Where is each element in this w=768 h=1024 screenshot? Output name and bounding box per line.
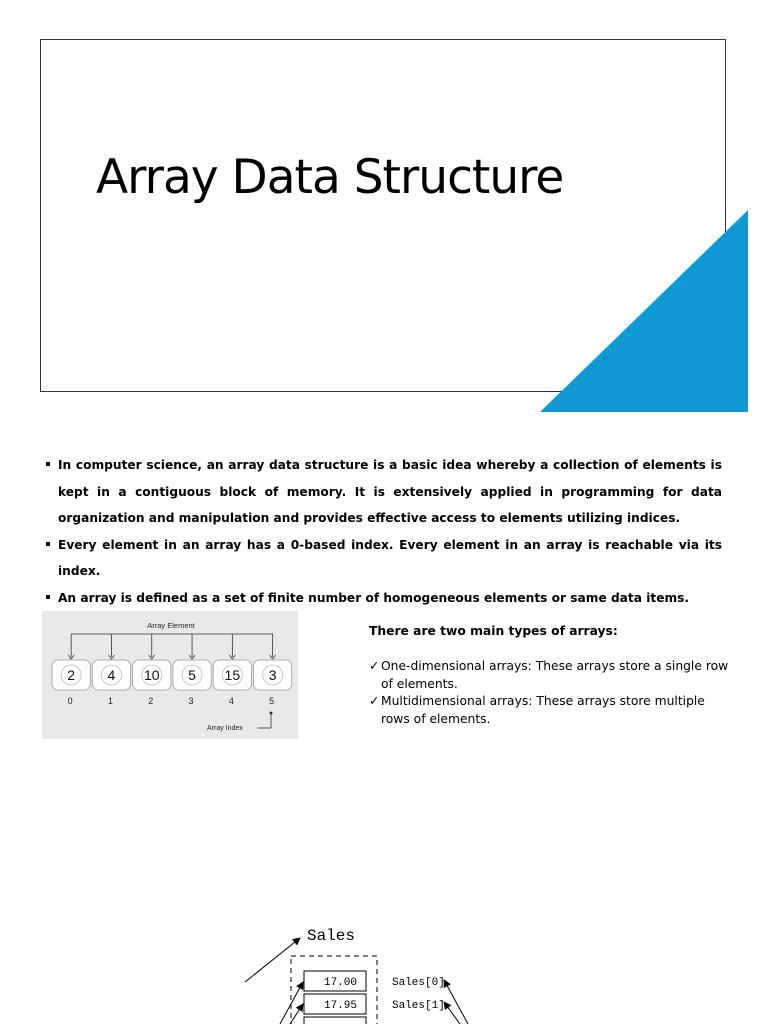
accent-triangle-shape [540,210,748,412]
array-cell-value: 2 [67,667,76,683]
type-item [369,693,729,728]
types-heading: There are two main types of arrays: [369,624,618,638]
array-index-label: Array Index [207,725,243,732]
sales-cell-value: 17.95 [323,1000,357,1012]
array-index-value: 0 [67,696,73,706]
sales-cell-arrow [290,1004,303,1024]
type-item-text: One-dimensional arrays: These arrays store a single row of elements. [381,659,729,691]
index-pointer-dot [270,712,273,715]
sales-name-arrow [245,938,300,982]
bullet-item: In computer science, an array data structure is a basic idea whereby a collection of elements is kept in a contiguous block of memory. It is extensively applied in programming for data organization and manipulation and provides effective access to elements utilizing indices. [46,452,722,532]
array-index-value: 3 [188,696,194,706]
type-item [369,658,729,693]
accent-triangle [540,210,748,412]
array-cell-value: 3 [268,667,277,683]
checkmark-icon: ✓ [369,659,380,673]
type-item-text: Multidimensional arrays: These arrays store multiple rows of elements. [381,694,705,726]
array-cell-value: 4 [107,667,116,683]
array-index-value: 1 [107,696,113,706]
array-element-label: Array Element [147,621,195,630]
bullet-item: An array is defined as a set of finite number of homogeneous elements or same data items. [46,585,722,612]
sales-index-label: Sales[0] [392,977,445,989]
sales-cell-value: 17.00 [323,977,357,989]
array-diagram [42,611,298,739]
sales-index-label: Sales[1] [392,1000,445,1012]
sales-variable-name: Sales [307,927,356,945]
array-index-value: 4 [228,696,234,706]
checkmark-icon: ✓ [369,694,380,708]
array-cell-value: 15 [224,667,241,683]
array-index-value: 2 [148,696,154,706]
slide-title: Array Data Structure [96,150,564,205]
sales-array-figure [0,900,768,1024]
array-types [369,624,729,728]
bullet-list [46,452,722,611]
array-index-value: 5 [269,696,275,706]
sales-cell [304,1017,366,1024]
types-list [369,658,729,728]
bullet-item: Every element in an array has a 0-based index. Every element in an array is reachable via its index. [46,532,722,585]
sales-label-arrow [444,980,468,1024]
array-cell-value: 5 [188,667,196,683]
array-cell-value: 10 [143,667,160,683]
